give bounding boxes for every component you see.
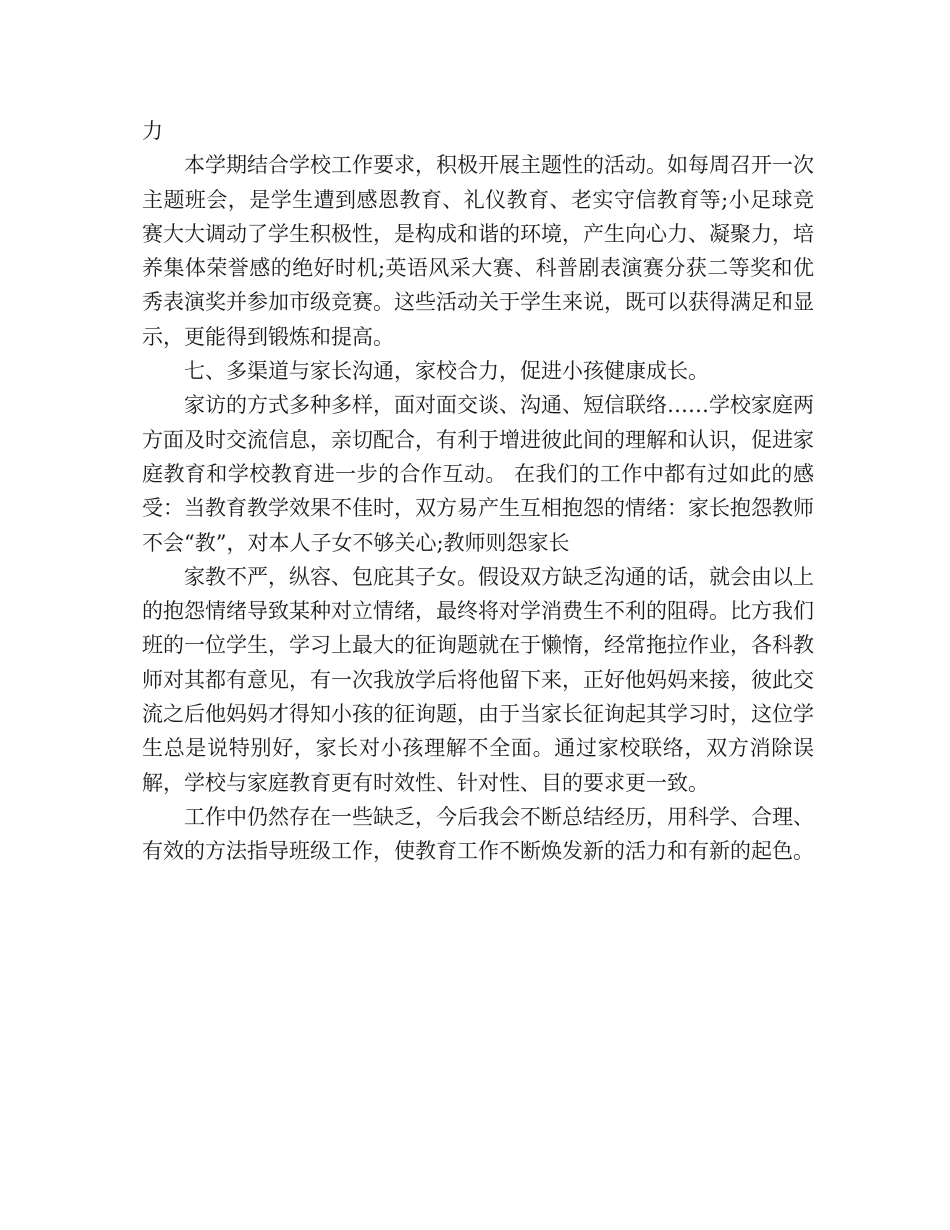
document-body (142, 114, 814, 869)
section-heading-home-school: 七、多渠道与家长沟通，家校合力，促进小孩健康成长。 (184, 359, 709, 384)
paragraph-conclusion: 工作中仍然存在一些缺乏，今后我会不断总结经历，用科学、合理、有效的方法指导班级工作，使教育工作不断焕发新的活力和有新的起色。 (142, 804, 814, 864)
paragraph-theme-activities: 本学期结合学校工作要求，积极开展主题性的活动。如每周召开一次主题班会，是学生遭到感恩教育、礼仪教育、老实守信教育等;小足球竞赛大大调动了学生积极性，是构成和谐的环境，产生向心力、凝聚力，培养集体荣誉感的绝好时机;英语风采大赛、科普剧表演赛分获二等奖和优秀表演奖并参加市级竞赛。这些活动关于学生来说，既可以获得满足和显示，更能得到锻炼和提高。 (142, 153, 814, 349)
paragraph-communication-example: 家教不严，纵容、包庇其子女。假设双方缺乏沟通的话，就会由以上的抱怨情绪导致某种对立情绪，最终将对学消费生不利的阻碍。比方我们班的一位学生，学习上最大的征询题就在于懒惰，经常拖拉作业，各科教师对其都有意见，有一次我放学后将他留下来，正好他妈妈来接，彼此交流之后他妈妈才得知小孩的征询题，由于当家长征询起其学习时，这位学生总是说特别好，家长对小孩理解不全面。通过家校联络，双方消除误解，学校与家庭教育更有时效性、针对性、目的要求更一致。 (142, 564, 814, 795)
paragraph-continuation: 力 (142, 119, 163, 143)
paragraph-home-visits: 家访的方式多种多样，面对面交谈、沟通、短信联络……学校家庭两方面及时交流信息，亲切配合，有利于增进彼此间的理解和认识，促进家庭教育和学校教育进一步的合作互动。 在我们的工作中都有过如此的感受：当教育教学效果不佳时，双方易产生互相抱怨的情绪：家长抱怨教师不会“教”，对本人子女不够关心;教师则怨家长 (142, 393, 814, 555)
